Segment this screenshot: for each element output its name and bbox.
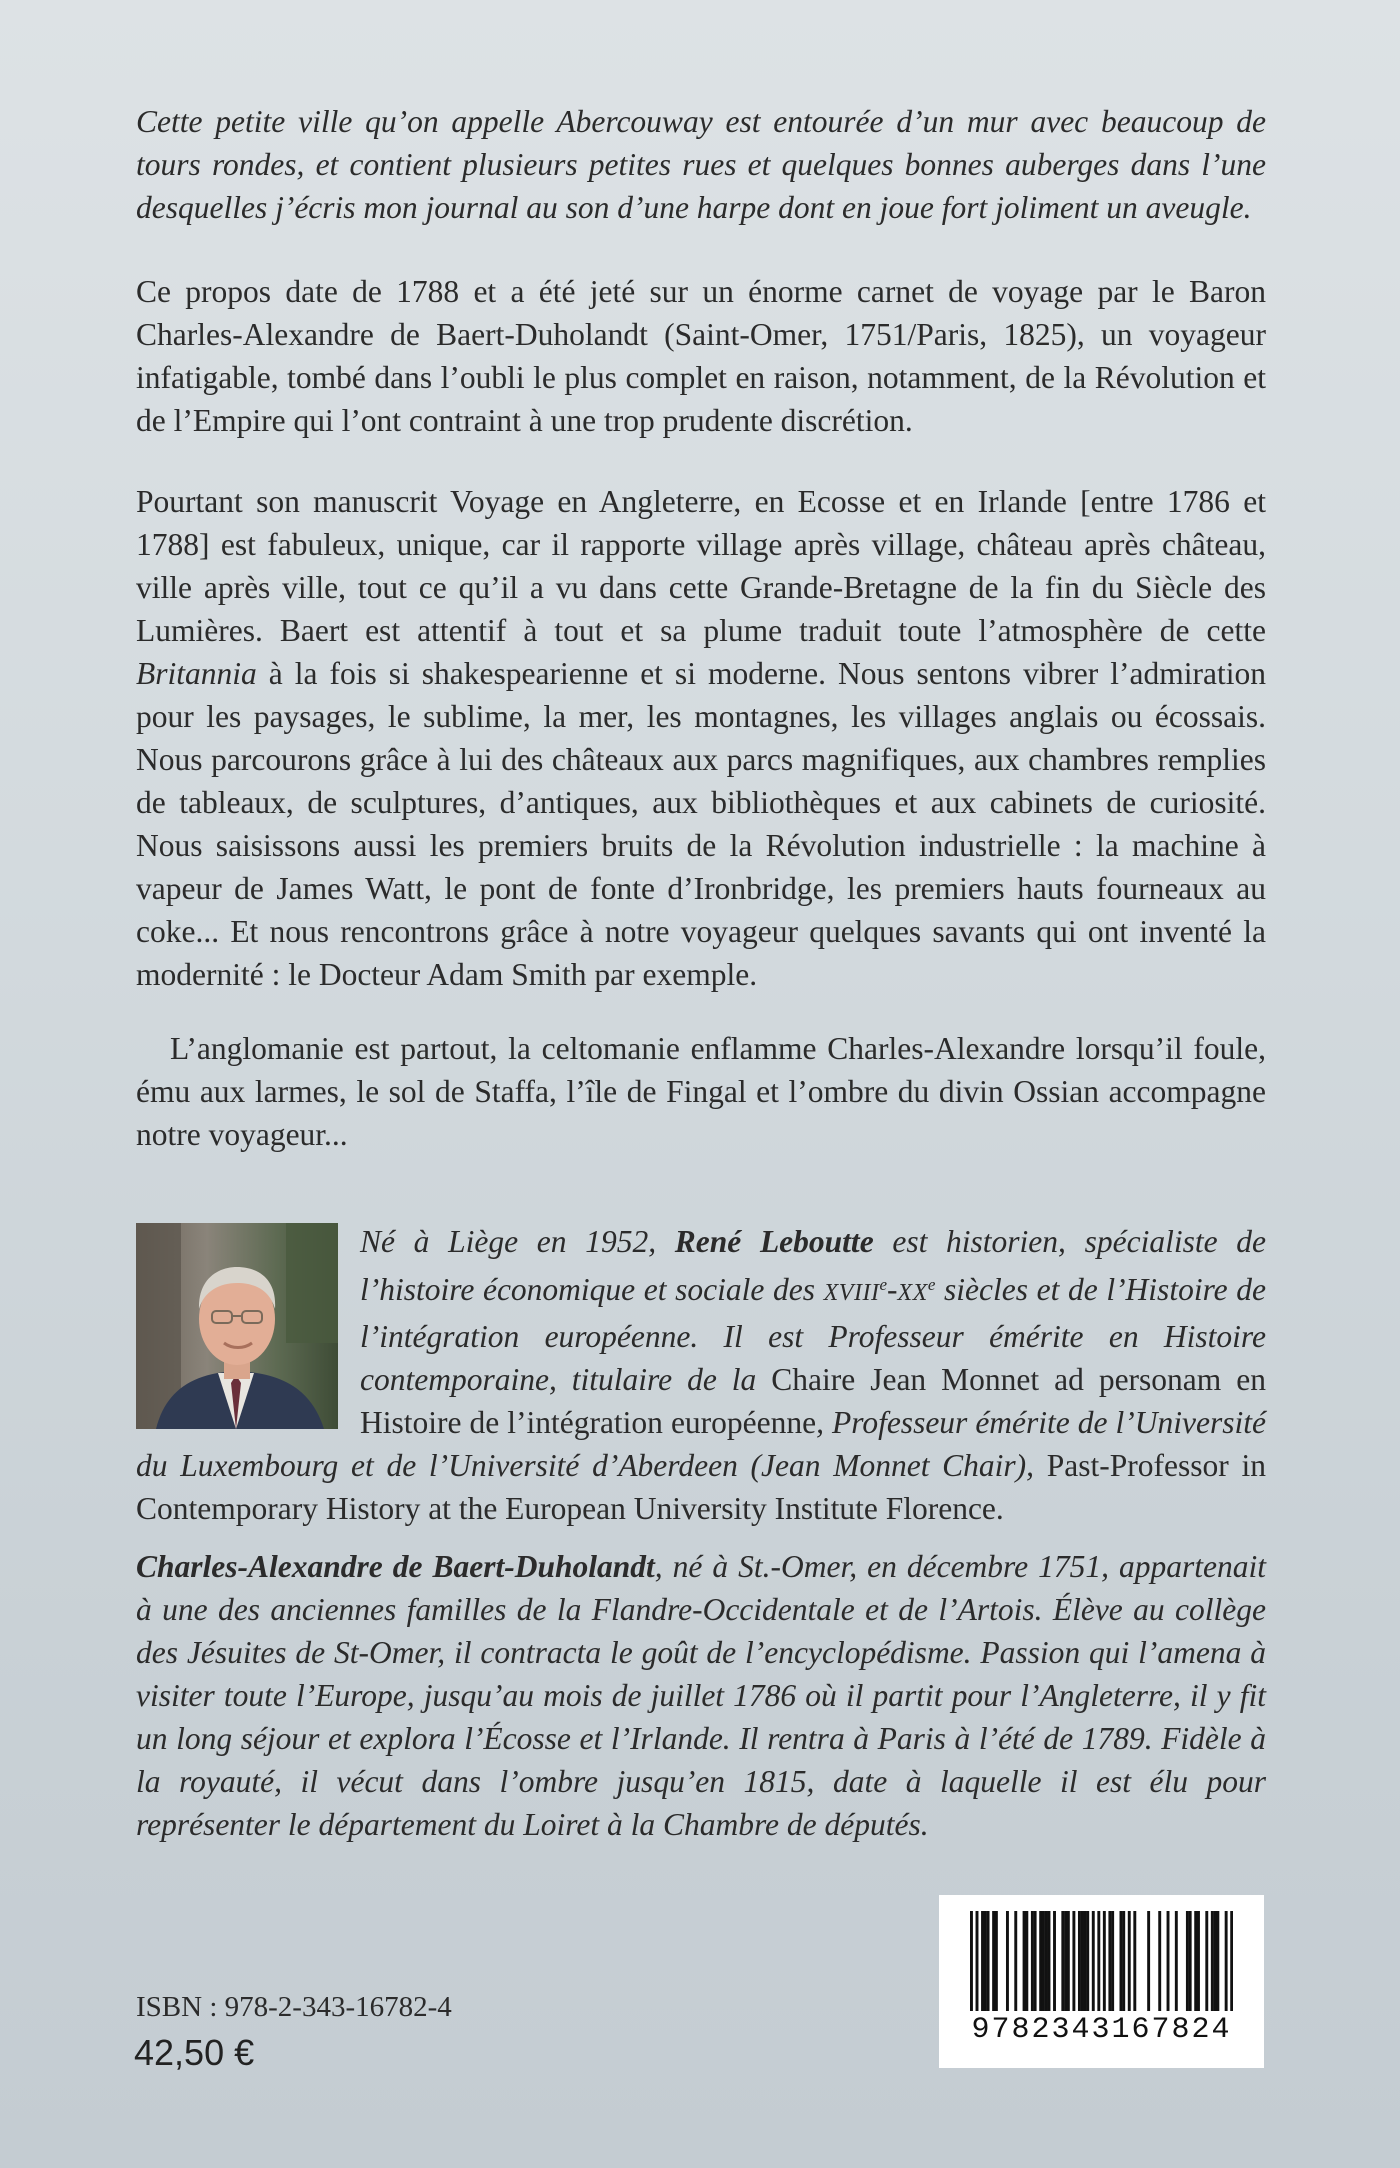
intro-text: Ce propos date de 1788 et a été jeté sur un énorme carnet de voyage par le Baron Charles-Alexandre de Baert-Duholandt (Saint-Omer, 1751/Paris, 1825), un voyageur infatigable, tombé dans l’oubli le plus complet en raison, notamment, de la Révolution et de l’Empire qui l’ont contraint à une trop prudente discrétion.	[136, 274, 1266, 438]
barcode-bars	[970, 1911, 1233, 2011]
barcode	[939, 1895, 1264, 2068]
intro-paragraph	[136, 270, 1266, 442]
barcode-bar	[1147, 1911, 1150, 2011]
barcode-bar	[1175, 1911, 1178, 2011]
description-part-1: Pourtant son manuscrit Voyage en Angleterre, en Ecosse et en Irlande [entre 1786 et 1788] est fabuleux, unique, car il rapporte village après village, château après château, ville après ville, tout ce qu’il a vu dans cette Grande-Bretagne de la fin du Siècle des Lumières. Baert est attentif à tout et sa plume traduit toute l’atmosphère de cette	[136, 484, 1266, 648]
price: 42,50 €	[134, 2032, 255, 2073]
barcode-bar	[1034, 1911, 1037, 2011]
anglomanie-text: L’anglomanie est partout, la celtomanie enflamme Charles-Alexandre lorsqu’il foule, ému aux larmes, le sol de Staffa, l’île de Fingal et l’ombre du divin Ossian accompagne notre voyageur...	[136, 1031, 1266, 1152]
jean-monnet-chair: Chaire Jean Monnet ad personam en Histoire de l’intégration européenne	[360, 1362, 1266, 1440]
bio-part-4: , Professeur émérite de l’Université du Luxembourg et de l’Université d’Aberdeen (Jean Monnet Chair),	[136, 1405, 1266, 1483]
barcode-bar	[1128, 1911, 1131, 2011]
description-part-2: à la fois si shakespearienne et si moderne. Nous sentons vibrer l’admiration pour les paysages, le sublime, la mer, les montagnes, les villages anglais ou écossais. Nous parcourons grâce à lui des châteaux aux parcs magnifiques, aux chambres remplies de tableaux, de sculptures, d’antiques, aux bibliothèques et aux cabinets de curiosité. Nous saisissons aussi les premiers bruits de la Révolution industrielle : la machine à vapeur de James Watt, le pont de fonte d’Ironbridge, les premiers hauts fourneaux au coke... Et nous rencontrons grâce à notre voyageur quelques savants qui ont inventé la modernité : le Docteur Adam Smith par exemple.	[136, 656, 1266, 992]
barcode-bar	[995, 1911, 998, 2011]
barcode-bar	[1061, 1911, 1064, 2011]
barcode-bar	[1133, 1911, 1136, 2011]
barcode-bar	[1064, 1911, 1067, 2011]
century-dash: -	[886, 1272, 898, 1307]
barcode-bar	[1072, 1911, 1075, 2011]
barcode-bar	[1084, 1911, 1087, 2011]
isbn: ISBN : 978-2-343-16782-4	[136, 1991, 452, 2023]
barcode-bar	[1053, 1911, 1056, 2011]
barcode-digits: 9782343167824	[971, 2013, 1232, 2047]
barcode-bar	[1205, 1911, 1208, 2011]
barcode-bar	[981, 1911, 984, 2011]
barcode-bar	[1103, 1911, 1106, 2011]
superscript-e-2: e	[927, 1275, 936, 1294]
barcode-bar	[1025, 1911, 1028, 2011]
barcode-bar	[1097, 1911, 1100, 2011]
barcode-bar	[1045, 1911, 1048, 2011]
description-text	[136, 480, 1266, 996]
century-xx: XX	[897, 1280, 928, 1306]
bio-past-professor: Past-Professor in Contemporary History at the European University Institute Florence.	[136, 1448, 1266, 1526]
author-bio	[136, 1220, 1266, 1530]
bio-part-2: est historien, spécialiste de l’histoire économique et sociale des	[360, 1224, 1266, 1307]
barcode-bar	[1225, 1911, 1228, 2011]
bio-part-3: siècles et de l’Histoire de l’intégration européenne. Il est Professeur émérite en Histoire contemporaine, titulaire de la	[360, 1272, 1267, 1397]
barcode-bar	[1067, 1911, 1070, 2011]
barcode-bar	[984, 1911, 987, 2011]
barcode-bar	[1092, 1911, 1095, 2011]
barcode-bar	[1186, 1911, 1189, 2011]
barcode-bar	[1111, 1911, 1114, 2011]
barcode-bar	[1039, 1911, 1042, 2011]
barcode-bar	[992, 1911, 995, 2011]
barcode-bar	[1119, 1911, 1122, 2011]
barcode-bar	[1086, 1911, 1089, 2011]
barcode-bar	[1197, 1911, 1200, 2011]
barcode-bar	[1042, 1911, 1045, 2011]
barcode-bar	[1214, 1911, 1217, 2011]
description-paragraph	[136, 480, 1266, 996]
opening-quote	[136, 100, 1266, 229]
barcode-bar	[1031, 1911, 1034, 2011]
barcode-bar	[1211, 1911, 1214, 2011]
barcode-bar	[1081, 1911, 1084, 2011]
barcode-bar	[1108, 1911, 1111, 2011]
subject-bio	[136, 1545, 1266, 1846]
subject-name: Charles-Alexandre de Baert-Duholandt	[136, 1549, 655, 1584]
barcode-bar	[970, 1911, 973, 2011]
subject-bio-text	[136, 1545, 1266, 1846]
bio-intro: Né à Liège en 1952,	[360, 1224, 675, 1259]
barcode-bar	[1122, 1911, 1125, 2011]
barcode-bar	[1006, 1911, 1009, 2011]
barcode-bar	[1189, 1911, 1192, 2011]
century-xviii: XVIII	[823, 1280, 880, 1306]
anglomanie-paragraph	[136, 1027, 1266, 1156]
author-name: René Leboutte	[674, 1224, 874, 1259]
author-photo	[136, 1223, 338, 1429]
barcode-bar	[1167, 1911, 1170, 2011]
britannia-italic: Britannia	[136, 656, 257, 691]
quote-text: Cette petite ville qu’on appelle Abercouway est entourée d’un mur avec beaucoup de tours rondes, et contient plusieurs petites rues et quelques bonnes auberges dans l’une desquelles j’écris mon journal au son d’une harpe dont en joue fort joliment un aveugle.	[136, 104, 1266, 225]
barcode-bar	[1014, 1911, 1017, 2011]
barcode-bar	[1023, 1911, 1026, 2011]
barcode-bar	[1078, 1911, 1081, 2011]
barcode-bar	[987, 1911, 990, 2011]
barcode-bar	[1216, 1911, 1219, 2011]
barcode-bar	[1158, 1911, 1161, 2011]
barcode-bar	[1194, 1911, 1197, 2011]
subject-bio-body: , né à St.-Omer, en décembre 1751, appartenait à une des anciennes familles de la Flandre-Occidentale et de l’Artois. Élève au collège des Jésuites de St-Omer, il contracta le goût de l’encyclopédisme. Passion qui l’amena à visiter toute l’Europe, jusqu’au mois de juillet 1786 où il partit pour l’Angleterre, il y fit un long séjour et explora l’Écosse et l’Irlande. Il rentra à Paris à l’été de 1789. Fidèle à la royauté, il vécut dans l’ombre jusqu’en 1815, date à laquelle il est élu pour représenter le département du Loiret à la Chambre de députés.	[136, 1549, 1266, 1842]
superscript-e-1: e	[879, 1275, 887, 1294]
barcode-bar	[976, 1911, 979, 2011]
barcode-bar	[1230, 1911, 1233, 2011]
barcode-bar	[1048, 1911, 1051, 2011]
